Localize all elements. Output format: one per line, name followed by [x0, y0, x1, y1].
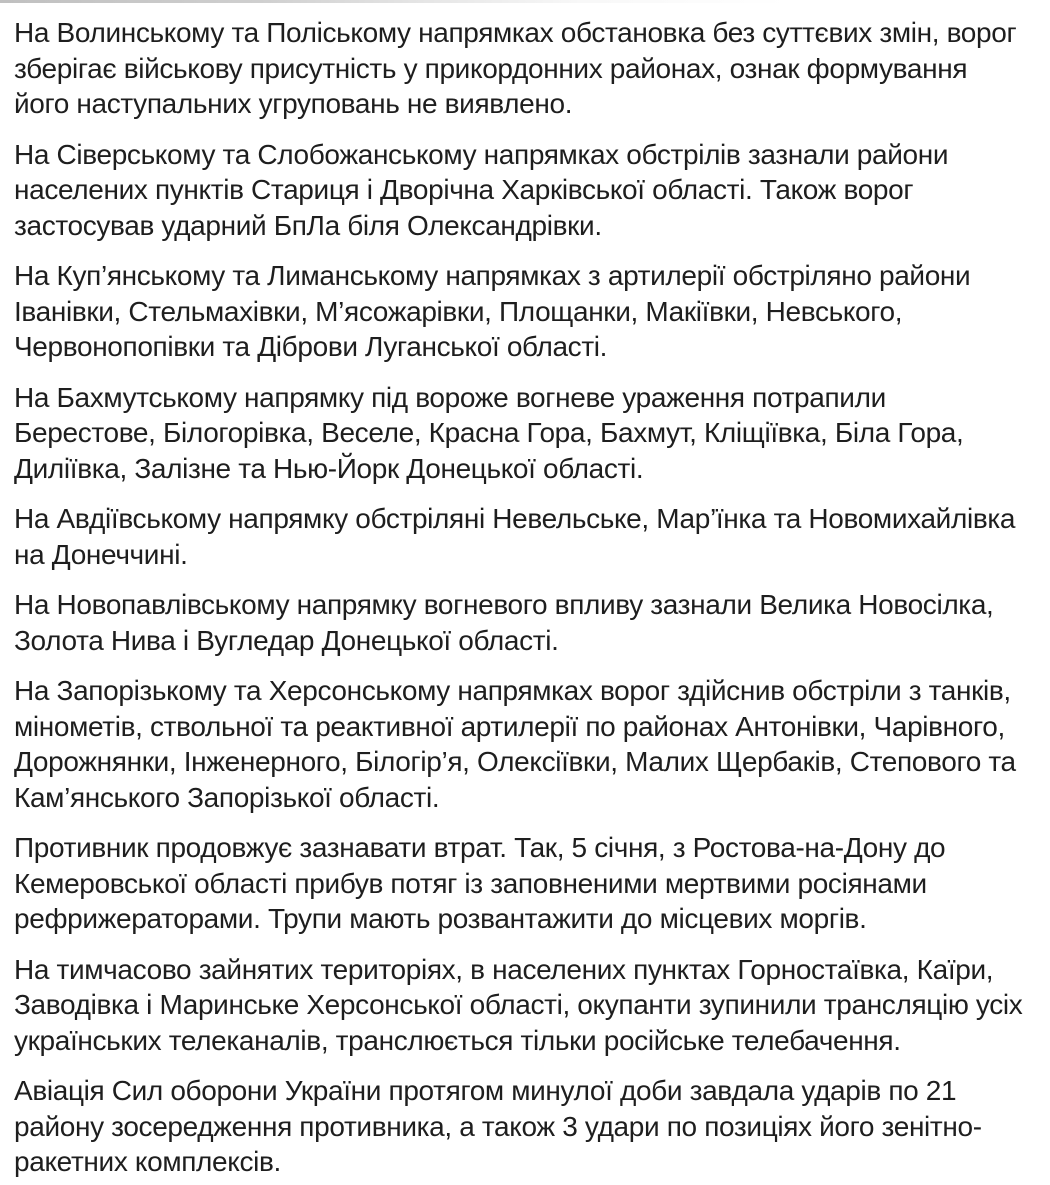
paragraph-avdiivka: На Авдіївському напрямку обстріляні Невельське, Мар’їнка та Новомихайлівка на Донеччині.: [14, 503, 1016, 570]
paragraph-aviation-strikes: Авіація Сил оборони України протягом минулої доби завдала ударів по 21 району зосередження противника, а також 3 удари по позиціях його зенітно-ракетних комплексів.: [14, 1075, 982, 1177]
paragraph-siversk-slobozhansk: На Сіверському та Слобожанському напрямках обстрілів зазнали райони населених пунктів Стариця і Дворічна Харківської області. Також ворог застосував ударний БпЛа біля Олександрівки.: [14, 138, 949, 241]
paragraph-occupied-territories: На тимчасово зайнятих територіях, в населених пунктах Горностаївка, Каїри, Заводівка і Маринське Херсонської області, окупанти зупинили трансляцію усіх українських телеканалів, транслюється тільки російське телебачення.: [14, 953, 1023, 1056]
cropped-previous-line-remnant: [0, 0, 1050, 3]
paragraph-kupiansk-lyman: На Куп’янському та Лиманському напрямках з артилерії обстріляно райони Іванівки, Стельмахівки, М’ясожарівки, Площанки, Макіївки, Невського, Червонопопівки та Діброви Луганської області.: [14, 260, 971, 362]
paragraph-volyn-polissia: На Волинському та Поліському напрямках обстановка без суттєвих змін, ворог зберігає військову присутність у прикордонних районах, ознак формування його наступальних угруповань не виявлено.: [14, 17, 1017, 119]
paragraph-zaporizhzhia-kherson: На Запорізькому та Херсонському напрямках ворог здійснив обстріли з танків, мінометів, ствольної та реактивної артилерії по районах Антонівки, Чарівного, Дорожнянки, Інженерного, Білогір’я, Олексіївки, Малих Щербаків, Степового та Кам’янського Запорізької області.: [14, 675, 1016, 813]
paragraph-enemy-losses: Противник продовжує зазнавати втрат. Так, 5 січня, з Ростова-на-Дону до Кемеровської області прибув потяг із заповненими мертвими росіянами рефрижераторами. Трупи мають розвантажити до місцевих моргів.: [14, 832, 946, 934]
paragraph-novopavlivka: На Новопавлівському напрямку вогневого впливу зазнали Велика Новосілка, Золота Нива і Вугледар Донецької області.: [14, 589, 994, 656]
paragraph-bakhmut: На Бахмутському напрямку під вороже вогневе ураження потрапили Берестове, Білогорівка, Веселе, Красна Гора, Бахмут, Кліщіївка, Біла Гора, Диліївка, Залізне та Нью-Йорк Донецької області.: [14, 381, 964, 484]
